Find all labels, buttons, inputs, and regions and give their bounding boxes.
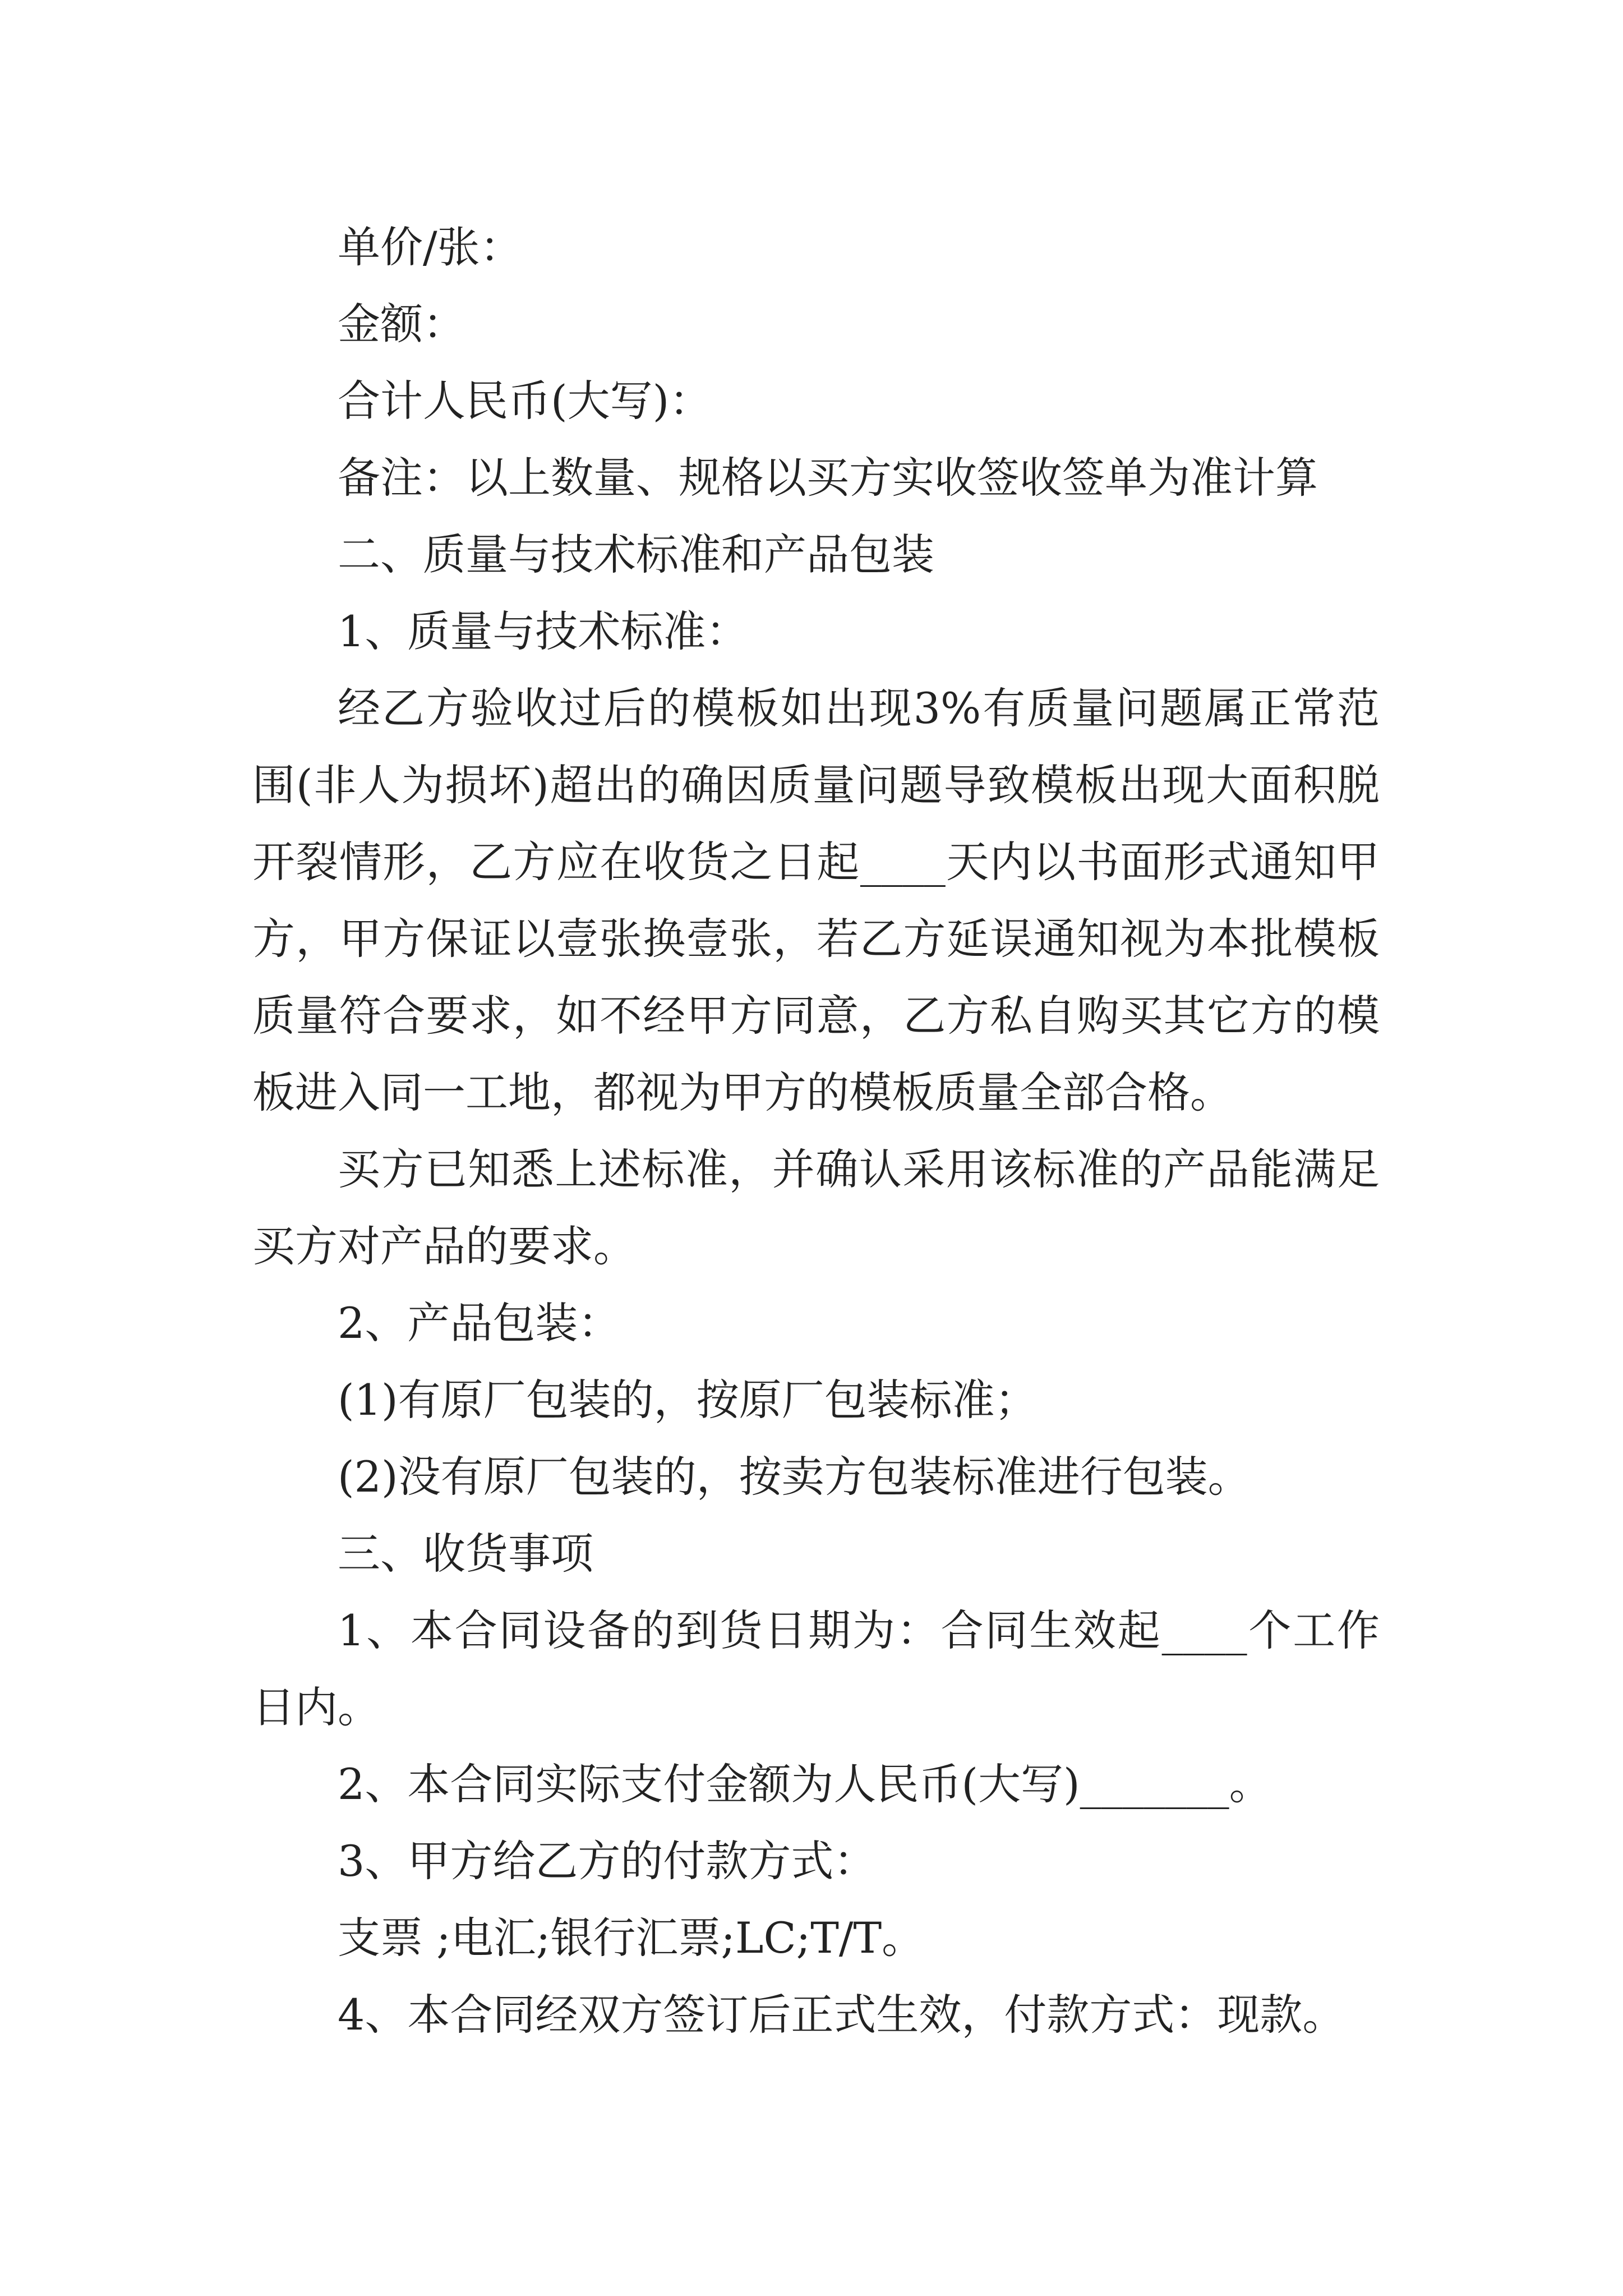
paragraph-unit-price: 单价/张：: [338, 222, 523, 272]
paragraph-amount: 金额：: [338, 299, 465, 349]
paragraph-payment-amount: 2、本合同实际支付金额为人民币(大写)_______。: [338, 1759, 1272, 1809]
paragraph-payment-method-heading: 3、甲方给乙方的付款方式：: [338, 1836, 877, 1886]
paragraph-payment-options: 支票 ;电汇;银行汇票;LC;T/T。: [338, 1913, 925, 1963]
section-heading-receiving: 三、收货事项: [338, 1529, 593, 1579]
paragraph-quality-terms: 经乙方验收过后的模板如出现3%有质量问题属正常范围(非人为损坏)超出的确因质量问题导致模板出现大面积脱开裂情形，乙方应在收货之日起____天内以书面形式通知甲方，甲方保证以壹张换壹张，若乙方延误通知视为本批模板质量符合要求，如不经甲方同意，乙方私自购买其它方的模板进入同一工地，都视为甲方的模板质量全部合格。: [252, 683, 1380, 1117]
section-heading-quality: 二、质量与技术标准和产品包装: [338, 530, 934, 579]
subheading-packaging: 2、产品包装：: [338, 1298, 621, 1348]
paragraph-effective-terms: 4、本合同经双方签订后正式生效，付款方式：现款。: [338, 1990, 1345, 2040]
subheading-quality-standard: 1、质量与技术标准：: [338, 606, 749, 656]
paragraph-total-rmb: 合计人民币(大写)：: [338, 376, 712, 426]
paragraph-packaging-seller: (2)没有原厂包装的，按卖方包装标准进行包装。: [338, 1452, 1251, 1502]
paragraph-remarks: 备注：以上数量、规格以买方实收签收签单为准计算: [338, 453, 1318, 503]
paragraph-buyer-acknowledgement: 买方已知悉上述标准，并确认采用该标准的产品能满足买方对产品的要求。: [252, 1144, 1380, 1271]
paragraph-packaging-original: (1)有原厂包装的，按原厂包装标准；: [338, 1375, 1038, 1425]
contract-body: [252, 209, 1380, 2053]
paragraph-delivery-date: 1、本合同设备的到货日期为：合同生效起____个工作日内。: [252, 1605, 1380, 1732]
